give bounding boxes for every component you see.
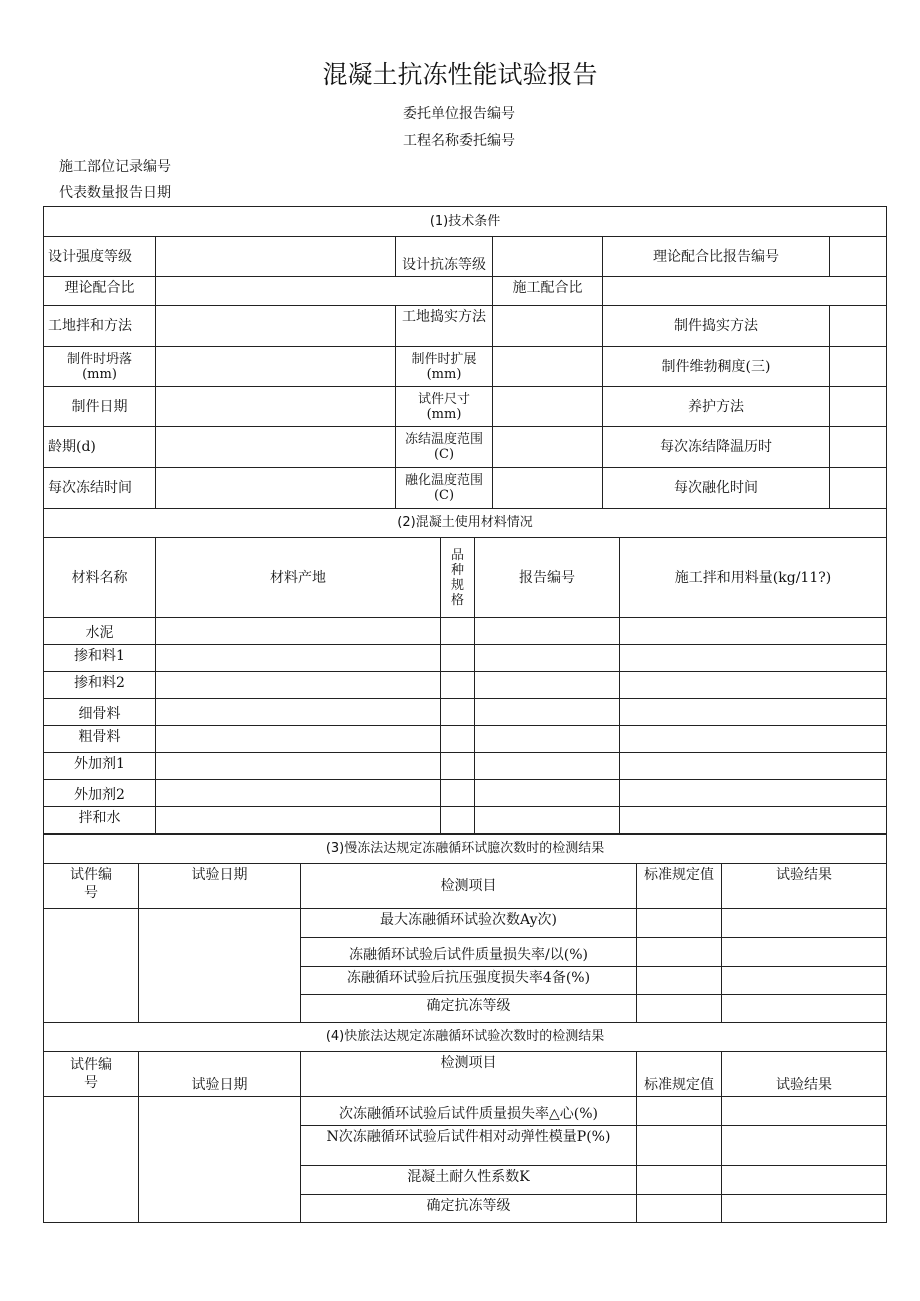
material-origin-cell[interactable] [156, 726, 441, 753]
design-frost-value[interactable] [493, 237, 603, 277]
s3-standard-cell[interactable] [637, 967, 722, 995]
s3-item-label: 确定抗冻等级 [301, 995, 637, 1023]
material-origin-cell[interactable] [156, 618, 441, 645]
specimen-size-value[interactable] [493, 387, 603, 427]
s4-col-specimen-no: 试件编 号 [44, 1052, 139, 1097]
theory-mix-label: 理论配合比 [44, 277, 156, 306]
material-spec-cell[interactable] [441, 618, 475, 645]
header-client-report-no: 委托单位报告编号 [403, 106, 515, 122]
material-origin-cell[interactable] [156, 672, 441, 699]
header-quantity-report-date: 代表数量报告日期 [59, 185, 171, 201]
material-spec-cell[interactable] [441, 807, 475, 834]
material-origin-cell[interactable] [156, 780, 441, 807]
material-spec-cell[interactable] [441, 726, 475, 753]
material-amount-cell[interactable] [620, 618, 887, 645]
s3-test-date-cell[interactable] [139, 909, 301, 1023]
thaw-time-value[interactable] [830, 468, 887, 509]
s3-result-cell[interactable] [722, 995, 887, 1023]
section1-table [43, 206, 887, 509]
col-material-name: 材料名称 [44, 538, 156, 618]
col-material-report: 报告编号 [475, 538, 620, 618]
section3-title: (3)慢冻法达规定冻融循环试臆次数时的检测结果 [44, 835, 887, 864]
s4-result-cell[interactable] [722, 1166, 887, 1195]
material-report-cell[interactable] [475, 753, 620, 780]
age-label: 龄期(d) [44, 427, 156, 468]
site-mix-label: 施工配合比 [493, 277, 603, 306]
thaw-temp-value[interactable] [493, 468, 603, 509]
material-report-cell[interactable] [475, 807, 620, 834]
s3-result-cell[interactable] [722, 967, 887, 995]
s3-item-label: 最大冻融循环试验次数Ay次) [301, 909, 637, 938]
site-mixing-label: 工地拌和方法 [44, 306, 156, 347]
material-spec-cell[interactable] [441, 780, 475, 807]
s4-item-label: 次冻融循环试验后试件质量损失率△心(%) [301, 1097, 637, 1126]
material-row-label: 掺和料2 [44, 672, 156, 699]
s3-col-standard: 标准规定值 [637, 864, 722, 909]
material-amount-cell[interactable] [620, 780, 887, 807]
make-date-label: 制件日期 [44, 387, 156, 427]
freeze-time-value[interactable] [156, 468, 396, 509]
curing-value[interactable] [830, 387, 887, 427]
s4-item-label: 确定抗冻等级 [301, 1195, 637, 1223]
material-row-label: 掺和料1 [44, 645, 156, 672]
material-report-cell[interactable] [475, 618, 620, 645]
vebe-value[interactable] [830, 347, 887, 387]
material-report-cell[interactable] [475, 672, 620, 699]
material-row-label: 细骨料 [44, 699, 156, 726]
s4-col-item: 检测项目 [301, 1052, 637, 1097]
s4-col-result: 试验结果 [722, 1052, 887, 1097]
s4-test-date-cell[interactable] [139, 1097, 301, 1223]
material-amount-cell[interactable] [620, 645, 887, 672]
header-location-record-no: 施工部位记录编号 [59, 159, 171, 175]
col-material-spec: 品 种 规 格 [441, 538, 475, 618]
freeze-time-label: 每次冻结时间 [44, 468, 156, 509]
theory-mix-report-label: 理论配合比报告编号 [603, 237, 830, 277]
s4-result-cell[interactable] [722, 1097, 887, 1126]
material-row-label: 外加剂1 [44, 753, 156, 780]
s4-result-cell[interactable] [722, 1126, 887, 1166]
s4-standard-cell[interactable] [637, 1195, 722, 1223]
s4-specimen-no-cell[interactable] [44, 1097, 139, 1223]
material-row-label: 粗骨料 [44, 726, 156, 753]
material-amount-cell[interactable] [620, 699, 887, 726]
s3-item-label: 冻融循环试验后抗压强度损失率4备(%) [301, 967, 637, 995]
design-strength-label: 设计强度等级 [44, 237, 156, 277]
thaw-temp-label: 融化温度范围 (C) [396, 468, 493, 509]
material-origin-cell[interactable] [156, 699, 441, 726]
spec-compact-value[interactable] [830, 306, 887, 347]
material-report-cell[interactable] [475, 780, 620, 807]
freeze-temp-label: 冻结温度范围 (C) [396, 427, 493, 468]
material-spec-cell[interactable] [441, 672, 475, 699]
make-date-value[interactable] [156, 387, 396, 427]
freeze-temp-value[interactable] [493, 427, 603, 468]
s3-specimen-no-cell[interactable] [44, 909, 139, 1023]
report-title: 混凝土抗冻性能试验报告 [322, 60, 598, 89]
site-mix-value[interactable] [603, 277, 887, 306]
material-amount-cell[interactable] [620, 807, 887, 834]
material-spec-cell[interactable] [441, 699, 475, 726]
thaw-time-label: 每次融化时间 [603, 468, 830, 509]
spread-label: 制件时扩展 (mm) [396, 347, 493, 387]
site-compact-label: 工地捣实方法 [396, 306, 493, 347]
s4-standard-cell[interactable] [637, 1097, 722, 1126]
material-amount-cell[interactable] [620, 672, 887, 699]
slump-value[interactable] [156, 347, 396, 387]
material-row-label: 水泥 [44, 618, 156, 645]
material-report-cell[interactable] [475, 699, 620, 726]
s4-standard-cell[interactable] [637, 1166, 722, 1195]
s4-standard-cell[interactable] [637, 1126, 722, 1166]
age-value[interactable] [156, 427, 396, 468]
s3-col-item: 检测项目 [301, 864, 637, 909]
s3-result-cell[interactable] [722, 909, 887, 938]
material-row-label: 拌和水 [44, 807, 156, 834]
spec-compact-label: 制件捣实方法 [603, 306, 830, 347]
design-frost-label: 设计抗冻等级 [396, 237, 493, 277]
s4-col-standard: 标准规定值 [637, 1052, 722, 1097]
material-report-cell[interactable] [475, 726, 620, 753]
vebe-label: 制件维勃稠度(三) [603, 347, 830, 387]
site-compact-value[interactable] [493, 306, 603, 347]
specimen-size-label: 试件尺寸 (mm) [396, 387, 493, 427]
material-spec-cell[interactable] [441, 753, 475, 780]
s3-standard-cell[interactable] [637, 995, 722, 1023]
s4-item-label: N次冻融循环试验后试件相对动弹性模量P(%) [301, 1126, 637, 1166]
section1-title: (1)技术条件 [44, 207, 887, 237]
section4-title: (4)快旅法达规定冻融循环试验次数时的检测结果 [44, 1023, 887, 1052]
material-spec-cell[interactable] [441, 645, 475, 672]
material-origin-cell[interactable] [156, 645, 441, 672]
fast-freeze-table [43, 1022, 887, 1223]
s3-item-label: 冻融循环试验后试件质量损失率/以(%) [301, 938, 637, 967]
slow-freeze-table [43, 834, 887, 1023]
cooling-time-value[interactable] [830, 427, 887, 468]
design-strength-value[interactable] [156, 237, 396, 277]
material-report-cell[interactable] [475, 645, 620, 672]
cooling-time-label: 每次冻结降温历时 [603, 427, 830, 468]
slump-label: 制件时坍落 (mm) [44, 347, 156, 387]
spread-value[interactable] [493, 347, 603, 387]
s4-result-cell[interactable] [722, 1195, 887, 1223]
s3-col-test-date: 试验日期 [139, 864, 301, 909]
curing-label: 养护方法 [603, 387, 830, 427]
site-mixing-value[interactable] [156, 306, 396, 347]
s3-standard-cell[interactable] [637, 938, 722, 967]
material-origin-cell[interactable] [156, 753, 441, 780]
material-row-label: 外加剂2 [44, 780, 156, 807]
s3-standard-cell[interactable] [637, 909, 722, 938]
section2-title: (2)混凝土使用材料情况 [44, 509, 887, 538]
s3-col-specimen-no: 试件编 号 [44, 864, 139, 909]
material-amount-cell[interactable] [620, 726, 887, 753]
theory-mix-report-value[interactable] [830, 237, 887, 277]
material-amount-cell[interactable] [620, 753, 887, 780]
s4-item-label: 混凝土耐久性系数K [301, 1166, 637, 1195]
s3-result-cell[interactable] [722, 938, 887, 967]
theory-mix-value[interactable] [156, 277, 493, 306]
s4-col-test-date: 试验日期 [139, 1052, 301, 1097]
col-material-origin: 材料产地 [156, 538, 441, 618]
s3-col-result: 试验结果 [722, 864, 887, 909]
materials-table [43, 508, 887, 834]
col-material-amount: 施工拌和用料量(kg/11?) [620, 538, 887, 618]
header-project-commission-no: 工程名称委托编号 [403, 133, 515, 149]
material-origin-cell[interactable] [156, 807, 441, 834]
